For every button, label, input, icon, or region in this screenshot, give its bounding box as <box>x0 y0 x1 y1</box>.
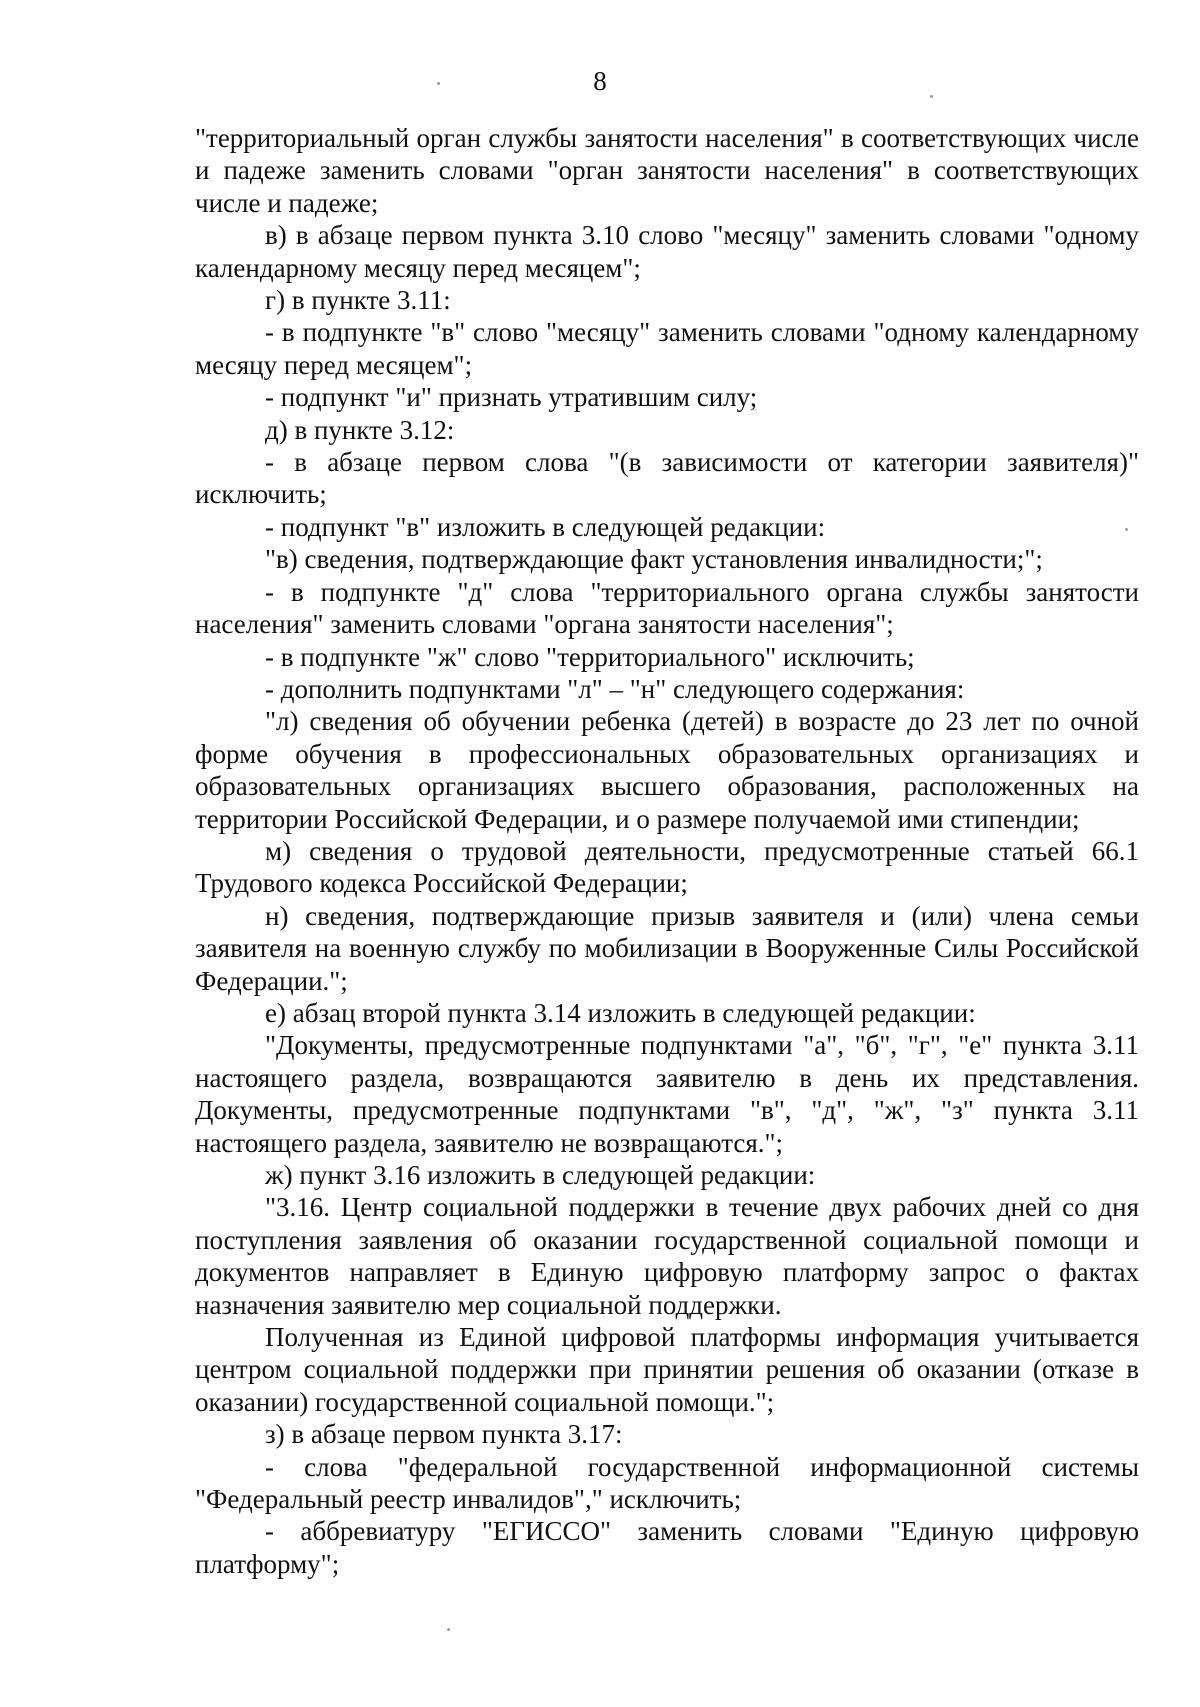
scan-artifact-dot <box>437 82 440 85</box>
paragraph: н) сведения, подтверждающие призыв заявителя и (или) члена семьи заявителя на военную службу по мобилизации в Вооруженные Силы Российской Федерации."; <box>195 900 1139 996</box>
paragraph: г) в пункте 3.11: <box>265 285 451 316</box>
paragraph: "3.16. Центр социальной поддержки в течение двух рабочих дней со дня поступления заявления об оказании государственной социальной помощи и документов направляет в Единую цифровую платформу запрос о фактах назначения заявителю мер социальной поддержки. <box>195 1192 1139 1320</box>
paragraph: "территориальный орган службы занятости населения" в соответствующих числе и падеже заменить словами "орган занятости населения" в соответствующих числе и падеже; <box>195 123 1139 218</box>
page-number: 8 <box>593 66 607 96</box>
paragraph: - подпункт "и" признать утратившим силу; <box>265 382 758 413</box>
paragraph: - в подпункте "ж" слово "территориального" исключить; <box>265 641 915 672</box>
paragraph: - в подпункте "в" слово "месяцу" заменить словами "одному календарному месяцу перед месяцем"; <box>195 317 1139 380</box>
paragraph: з) в абзаце первом пункта 3.17: <box>265 1419 623 1450</box>
paragraph: - в абзаце первом слова "(в зависимости от категории заявителя)" исключить; <box>195 447 1139 510</box>
document-body <box>195 122 1139 1580</box>
paragraph: д) в пункте 3.12: <box>265 414 455 445</box>
scan-artifact-dot <box>1125 528 1128 531</box>
paragraph: - дополнить подпунктами "л" – "н" следующего содержания: <box>265 673 965 704</box>
paragraph: м) сведения о трудовой деятельности, предусмотренные статьей 66.1 Трудового кодекса Российской Федерации; <box>195 835 1139 899</box>
paragraph: - аббревиатуру "ЕГИССО" заменить словами "Единую цифровую платформу"; <box>195 1516 1139 1579</box>
paragraph: - слова "федеральной государственной информационной системы "Федеральный реестр инвалидов"," исключить; <box>195 1451 1139 1515</box>
paragraph: в) в абзаце первом пункта 3.10 слово "месяцу" заменить словами "одному календарному месяцу перед месяцем"; <box>195 220 1139 283</box>
scan-artifact-dot <box>447 1628 450 1631</box>
paragraph: "Документы, предусмотренные подпунктами "а", "б", "г", "е" пункта 3.11 настоящего раздела, возвращаются заявителю в день их представления. Документы, предусмотренные подпунктами "в", "д", "ж", "з" пункта 3.11 настоящего раздела, заявителю не возвращаются."; <box>195 1030 1139 1158</box>
paragraph: "л) сведения об обучении ребенка (детей) в возрасте до 23 лет по очной форме обучения в профессиональных образовательных организациях и образовательных организациях высшего образования, расположенных на территории Российской Федерации, и о размере получаемой ими стипендии; <box>195 706 1139 834</box>
paragraph: Полученная из Единой цифровой платформы информация учитывается центром социальной поддержки при принятии решения об оказании (отказе в оказании) государственной социальной помощи."; <box>195 1322 1139 1417</box>
scan-artifact-dot <box>930 95 933 98</box>
paragraph: - подпункт "в" изложить в следующей редакции: <box>265 511 826 542</box>
paragraph: ж) пункт 3.16 изложить в следующей редакции: <box>265 1160 816 1190</box>
paragraph: - в подпункте "д" слова "территориального органа службы занятости населения" заменить словами "органа занятости населения"; <box>195 576 1139 640</box>
paragraph: "в) сведения, подтверждающие факт установления инвалидности;"; <box>265 544 1043 575</box>
paragraph: е) абзац второй пункта 3.14 изложить в следующей редакции: <box>265 997 976 1028</box>
